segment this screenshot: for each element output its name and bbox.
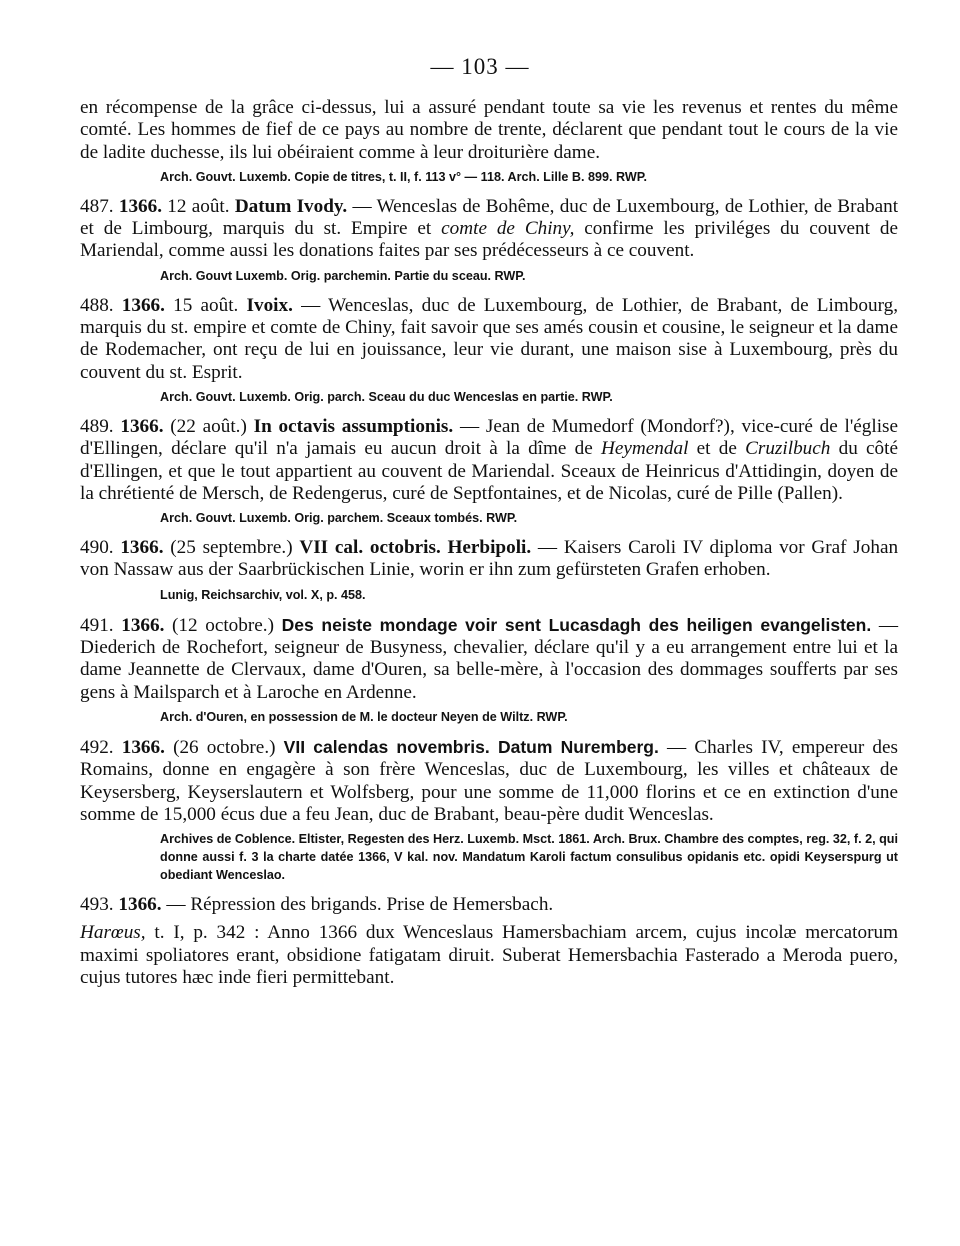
page-number: — 103 — <box>430 54 530 79</box>
entry-italic: Heymendal <box>601 438 689 460</box>
entry-text: — Charles IV, empereur des Romains, donne en engagère à son frère Wenceslas, duc de Luxembourg, les villes et châteaux de Keysersberg, Keyserslautern et Wolfsberg, pour une somme de 11,000 florins et ce en extinction d'une somme de 15,000 écus due a feu Jean, duc de Brabant, beau-père dudit Wenceslas. <box>80 736 899 825</box>
entry-date: (25 septembre.) <box>170 537 293 559</box>
entry-year: 1366. <box>118 195 163 217</box>
entry-491 <box>80 614 898 704</box>
entry-491-source: Arch. d'Ouren, en possession de M. le docteur Neyen de Wiltz. RWP. <box>160 709 568 724</box>
entry-492-source: Archives de Coblence. Eltister, Regesten des Herz. Luxemb. Msct. 1861. Arch. Brux. Chambre des comptes, reg. 32, f. 2, qui donne aussi f. 3 la charte datée 1366, V kal. nov. Mandatum Karoli factum consulibus opidanis etc. opidi Keyserspurg ut obediant Wenceslao. <box>160 832 898 883</box>
intro-paragraph: en récompense de la grâce ci-dessus, lui a assuré pendant toute sa vie les revenus et rentes du même comté. Les hommes de fief de ce pays au nombre de trente, déclarent que pendant tout le cours de la vie de ladite duchesse, ils lui obéiraient comme à leur droiturière dame. <box>80 97 898 163</box>
entry-place: VII cal. octobris. Herbipoli. <box>299 537 532 559</box>
entry-date: (12 octobre.) <box>172 614 274 636</box>
entry-year: 1366. <box>121 736 165 758</box>
entry-place: VII calendas novembris. Datum Nuremberg. <box>283 736 659 757</box>
entry-place: In octavis assumptionis. <box>253 415 454 437</box>
intro-source: Arch. Gouvt. Luxemb. Copie de titres, t. II, f. 113 v° — 118. Arch. Lille B. 899. RWP. <box>160 169 648 184</box>
entry-number: 490. <box>80 537 114 559</box>
entry-date: (26 octobre.) <box>173 736 276 758</box>
entry-488 <box>80 295 898 384</box>
entry-text: — Jean de Mumedorf (Mondorf?), vice-curé de l'église d'Ellingen, déclare qu'il n'a jamais eu aucun droit à la dîme de <box>80 415 899 460</box>
entry-year: 1366. <box>121 614 165 636</box>
entry-place: Ivoix. <box>246 294 293 316</box>
entry-490 <box>80 537 898 582</box>
entry-text: — Wenceslas, duc de Luxembourg, de Lothier, de Brabant, de Limbourg, marquis du st. empire et comte de Chiny, fait savoir que ses amés cousin et cousine, le seigneur et la dame de Rodemacher, ont reçu de lui en jouissance, leur vie durant, une maison sise à Luxembourg, près du couvent du st. Esprit. <box>80 294 898 383</box>
entry-number: 491. <box>80 614 114 636</box>
entry-number: 488. <box>80 294 114 316</box>
entry-place: Des neiste mondage voir sent Lucasdagh des heiligen evangelisten. <box>281 614 872 635</box>
entry-year: 1366. <box>120 415 164 437</box>
entry-place: Datum Ivody. <box>234 195 348 217</box>
entry-text: — Kaisers Caroli IV diploma vor Graf Johan von Nassaw aus der Saarbrückischen Linie, worin er ihn zum gefürsteten Grafen erhoben. <box>80 537 899 581</box>
entry-date: 12 août. <box>167 195 230 217</box>
entry-493 <box>80 894 898 916</box>
entry-number: 487. <box>80 195 114 217</box>
entry-490-source: Lunig, Reichsarchiv, vol. X, p. 458. <box>160 587 366 602</box>
entry-489-source: Arch. Gouvt. Luxemb. Orig. parchem. Sceaux tombés. RWP. <box>160 511 518 526</box>
entry-italic: Cruzilbuch <box>745 438 831 460</box>
entry-text: et de <box>688 438 746 460</box>
closing-text: t. I, p. 342 : Anno 1366 dux Wenceslaus Hamersbachiam arcem, cujus incolæ mercatorum maximi spoliatores erant, obsidione fatigatam diruit. Suberat Hemersbachia Fasterado a Meroda puero, cujus tutores hæc inde fieri permittebant. <box>80 922 898 989</box>
entry-year: 1366. <box>121 294 165 316</box>
entry-year: 1366. <box>120 537 164 559</box>
entry-488-source: Arch. Gouvt. Luxemb. Orig. parch. Sceau du duc Wenceslas en partie. RWP. <box>160 389 613 404</box>
entry-italic: comte de Chiny, <box>441 218 575 240</box>
entry-date: (22 août.) <box>170 415 247 437</box>
entry-number: 493. <box>80 894 114 916</box>
entry-487-source: Arch. Gouvt Luxemb. Orig. parchemin. Partie du sceau. RWP. <box>160 268 526 283</box>
entry-text: confirme les priviléges du couvent de Mariendal, comme aussi les donations faites par ses prédécesseurs à ce couvent. <box>80 218 898 262</box>
entry-text: du côté d'Ellingen, et que le tout appartient au couvent de Mariendal. Sceaux de Heinricus d'Attidingin, doyen de la chrétienté de Mersch, de Redengerus, curé de Septfontaines, et de Nicolas, curé de Pille (Pallen). <box>80 438 898 504</box>
entry-489 <box>80 416 898 505</box>
entry-text: — Diederich de Rochefort, seigneur de Busyness, chevalier, déclare qu'il y a eu arrangement entre lui et la dame Jeannette de Clervaux, dame d'Ouren, sa belle-mère, à l'occasion des dommages soufferts par ses gens à Mailsparch et à Laroche en Ardenne. <box>80 614 899 703</box>
entry-number: 492. <box>80 736 114 758</box>
entry-number: 489. <box>80 415 114 437</box>
entry-492 <box>80 736 898 826</box>
entry-text: — Wenceslas de Bohême, duc de Luxembourg, de Lothier, de Brabant et de Limbourg, marquis du st. Empire et <box>80 195 899 240</box>
closing-paragraph <box>80 922 898 989</box>
closing-italic: Harœus, <box>80 922 146 944</box>
entry-year: 1366. <box>118 894 162 916</box>
page-body <box>80 97 898 989</box>
entry-text: — Répression des brigands. Prise de Hemersbach. <box>166 894 554 916</box>
entry-date: 15 août. <box>173 294 239 316</box>
entry-487 <box>80 196 898 263</box>
